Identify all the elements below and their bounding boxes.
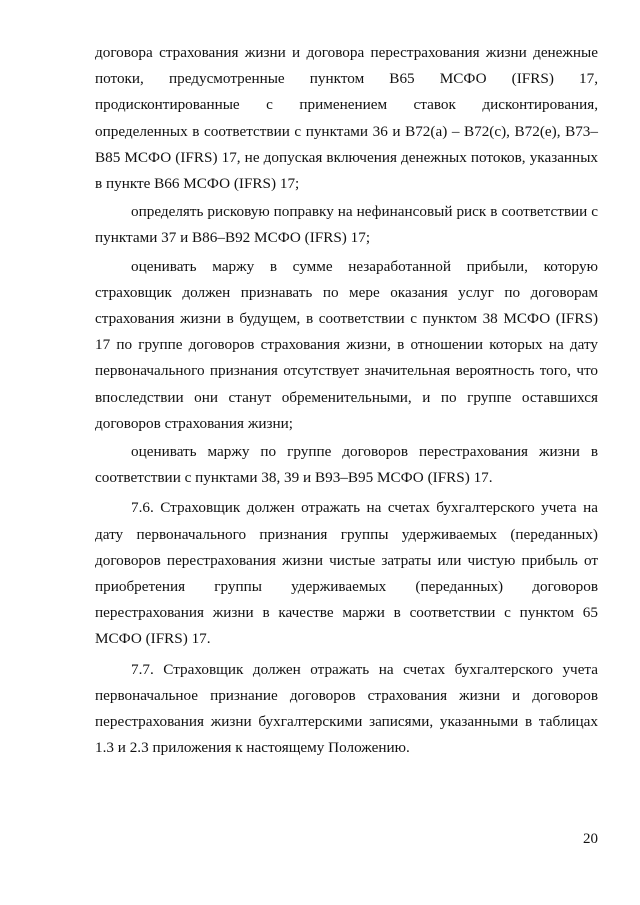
paragraph-margin-reinsurance: оценивать маржу по группе договоров перестрахования жизни в соответствии с пунктами 38, 39 и B93–B95 МСФО (IFRS) 17. — [95, 443, 598, 487]
paragraph-continuation: договора страхования жизни и договора перестрахования жизни денежные потоки, предусмотренные пунктом B65 МСФО (IFRS) 17, продисконтированные с применением ставок дисконтирования, определенных в соответствии с пунктами 36 и B72(a) – B72(c), B72(e), B73–B85 МСФО (IFRS) 17, не допуская включения денежных потоков, указанных в пункте B66 МСФО (IFRS) 17; — [95, 44, 598, 193]
paragraph-margin-life: оценивать маржу в сумме незаработанной прибыли, которую страховщик должен признавать по мере оказания услуг по договорам страхования жизни в будущем, в соответствии с пунктом 38 МСФО (IFRS) 17 по группе договоров страхования жизни, в отношении которых на дату первоначального признания отсутствует значительная вероятность того, что впоследствии они станут обременительными, и по группе оставшихся договоров страхования жизни; — [95, 257, 598, 432]
document-body — [95, 40, 598, 761]
paragraph-section-7-6: 7.6. Страховщик должен отражать на счетах бухгалтерского учета на дату первоначального признания группы удерживаемых (переданных) договоров перестрахования жизни чистые затраты или чистую прибыль от приобретения группы удерживаемых (переданных) договоров перестрахования жизни в качестве маржи в соответствии с пунктом 65 МСФО (IFRS) 17. — [95, 499, 598, 648]
paragraph-section-7-7: 7.7. Страховщик должен отражать на счетах бухгалтерского учета первоначальное признание договоров страхования жизни и договоров перестрахования жизни бухгалтерскими записями, указанными в таблицах 1.3 и 2.3 приложения к настоящему Положению. — [95, 660, 598, 757]
page-number: 20 — [583, 831, 598, 847]
paragraph-risk-adjustment: определять рисковую поправку на нефинансовый риск в соответствии с пунктами 37 и B86–B92 МСФО (IFRS) 17; — [95, 203, 598, 247]
